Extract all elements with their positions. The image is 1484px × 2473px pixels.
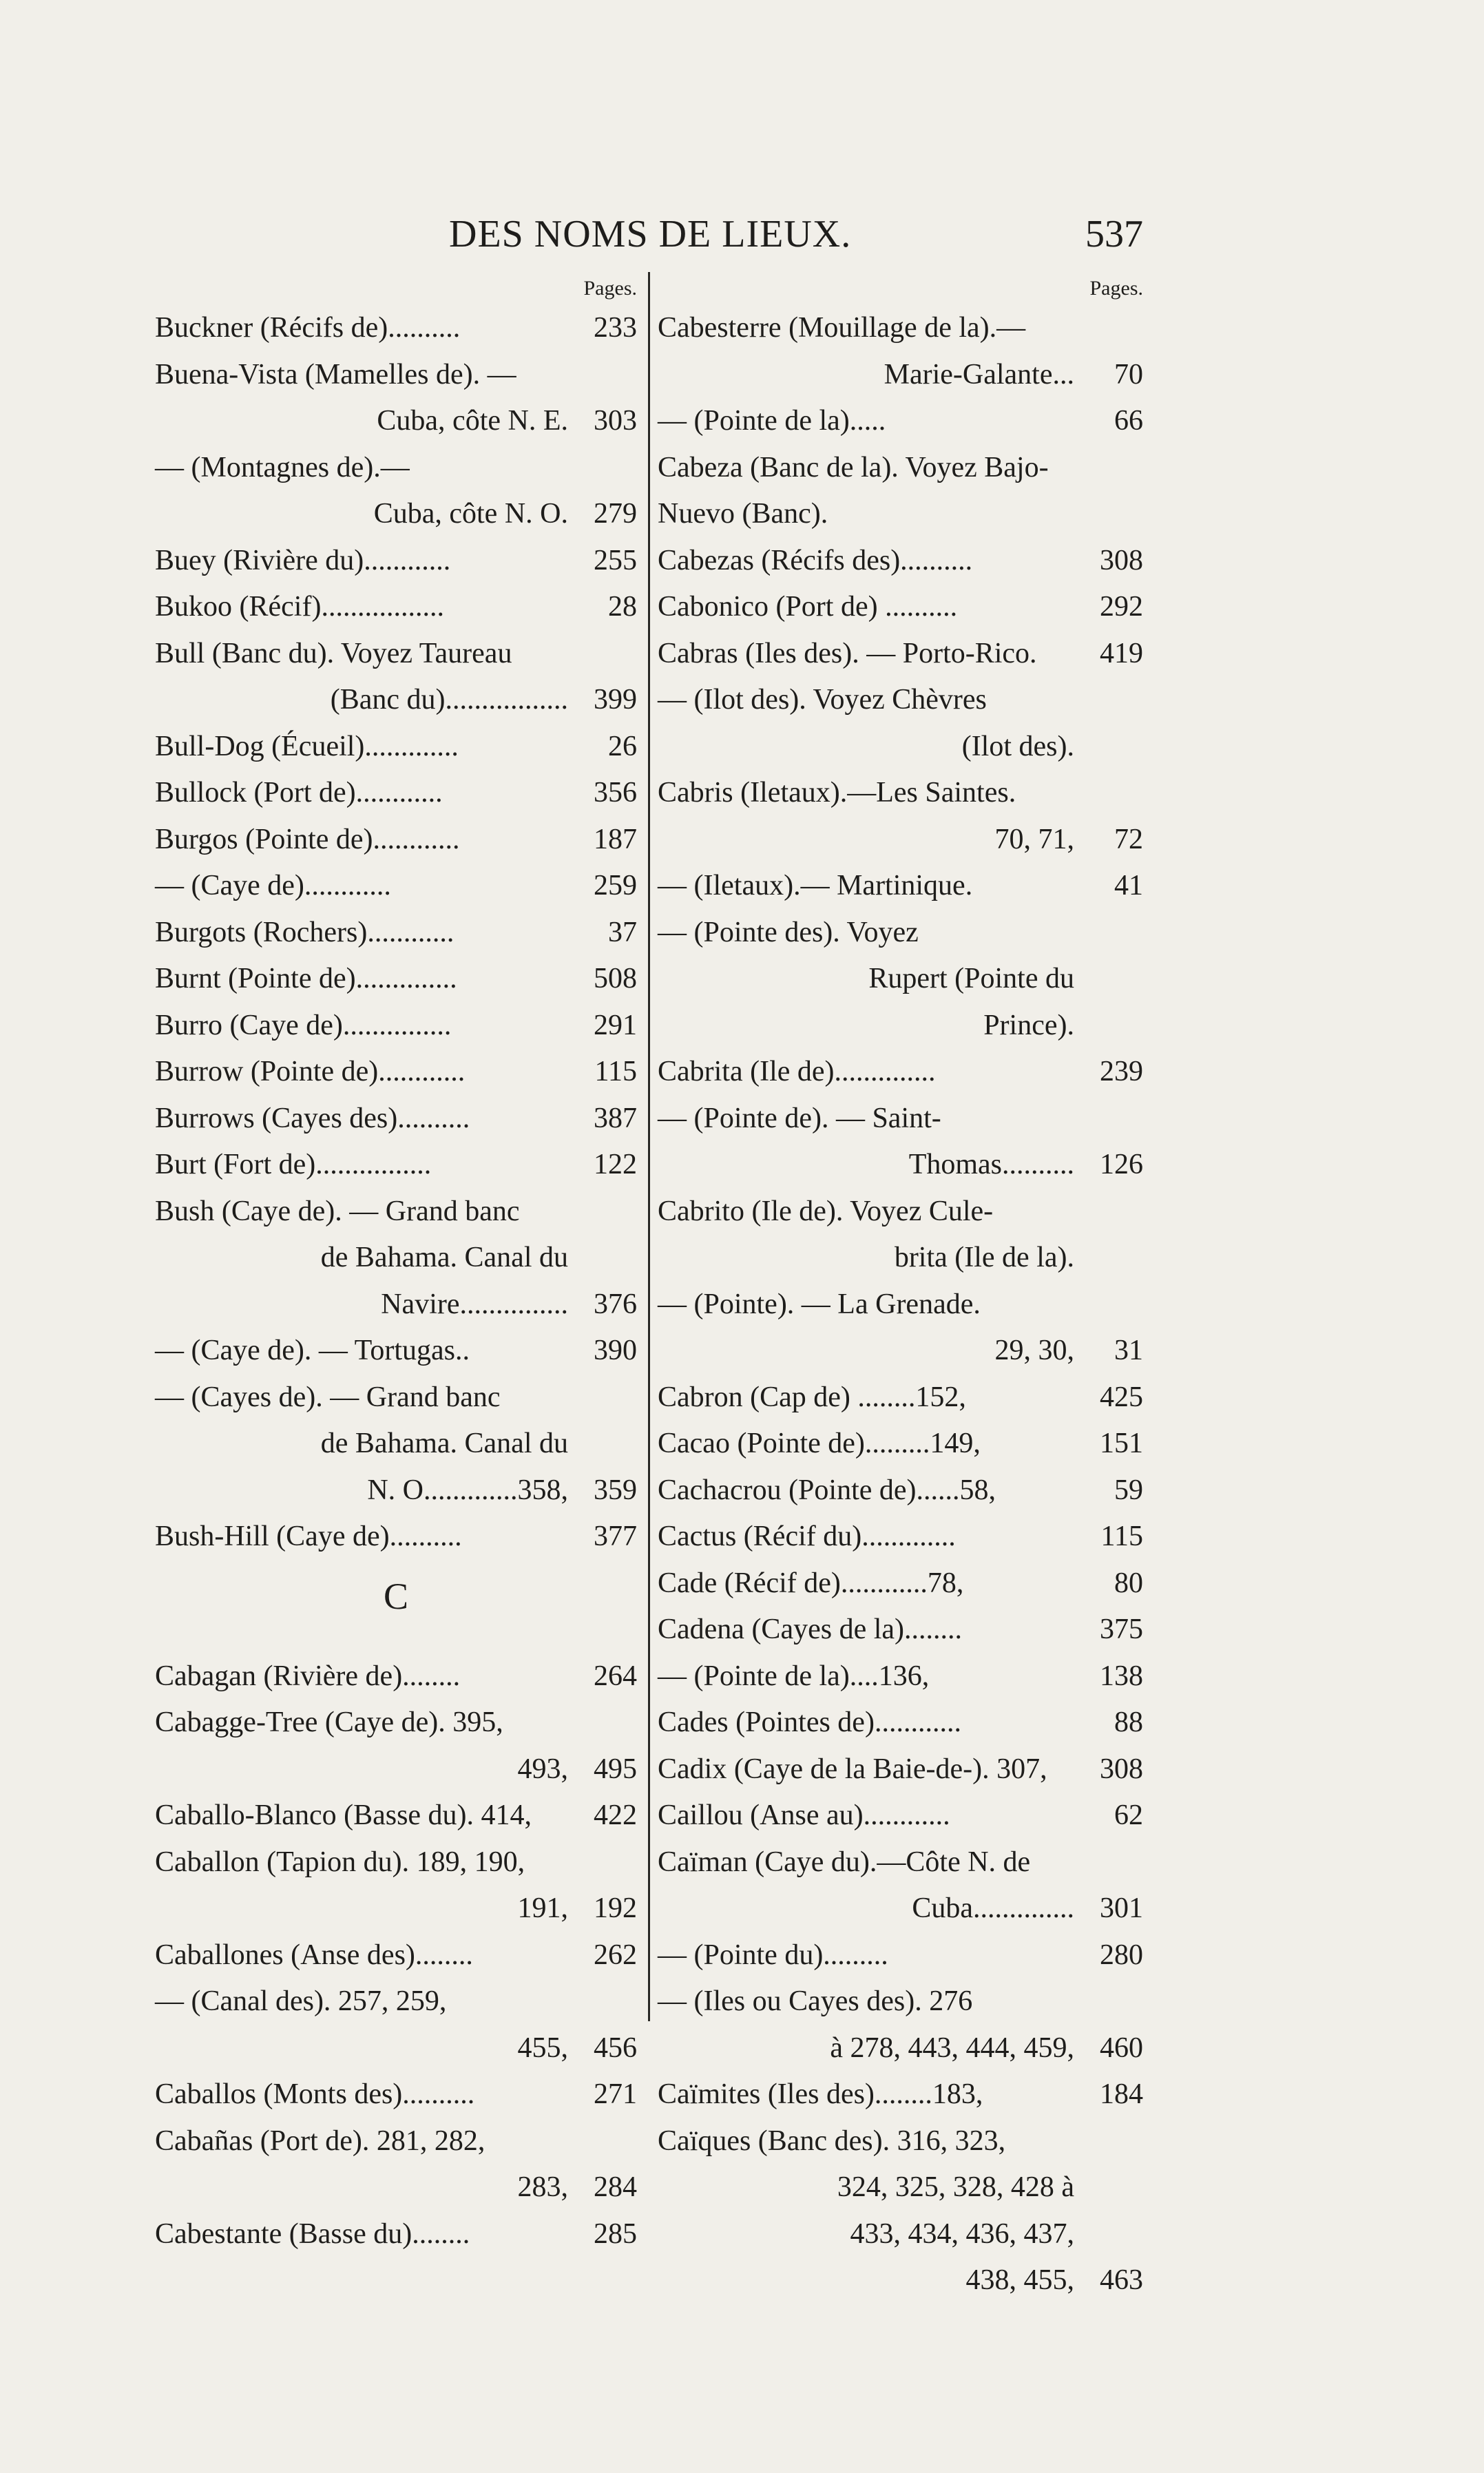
index-entry-line bbox=[155, 1514, 637, 1561]
entry-text: Bush (Caye de). — Grand banc bbox=[155, 1195, 520, 1227]
entry-page-ref: 192 bbox=[594, 1892, 637, 1924]
entry-text: Cabrito (Ile de). Voyez Cule- bbox=[658, 1195, 994, 1227]
index-entry-line bbox=[155, 1468, 637, 1514]
entry-text: Burnt (Pointe de).............. bbox=[155, 963, 457, 994]
entry-text: Cabestante (Basse du)........ bbox=[155, 2218, 470, 2250]
index-entry-line bbox=[155, 1235, 637, 1282]
section-letter: C bbox=[383, 1575, 409, 1617]
entry-page-ref: 72 bbox=[1114, 823, 1143, 855]
index-entry-line bbox=[658, 538, 1143, 585]
entry-text: brita (Ile de la). bbox=[894, 1242, 1074, 1273]
entry-text: — (Pointe du)......... bbox=[658, 1939, 888, 1971]
index-entry-line bbox=[155, 538, 637, 585]
index-entry-line bbox=[658, 584, 1143, 631]
index-entry-line bbox=[658, 770, 1143, 817]
entry-text: Caballones (Anse des)........ bbox=[155, 1939, 473, 1971]
entry-page-ref: 387 bbox=[594, 1102, 637, 1134]
index-entry-line bbox=[155, 2211, 637, 2258]
entry-page-ref: 456 bbox=[594, 2032, 637, 2064]
entry-page-ref: 122 bbox=[594, 1149, 637, 1180]
entry-page-ref: 425 bbox=[1100, 1381, 1143, 1413]
entry-page-ref: 233 bbox=[594, 312, 637, 344]
index-entry-line bbox=[658, 1700, 1143, 1746]
index-entry-line bbox=[658, 863, 1143, 910]
index-entry-line bbox=[658, 956, 1143, 1003]
index-entry-line bbox=[658, 1746, 1143, 1793]
left-entries-c bbox=[155, 1653, 637, 2258]
entry-text: — (Iles ou Cayes des). 276 bbox=[658, 1985, 973, 2017]
entry-page-ref: 463 bbox=[1100, 2264, 1143, 2296]
entry-text: — (Pointe des). Voyez bbox=[658, 916, 919, 948]
entry-page-ref: 279 bbox=[594, 498, 637, 530]
entry-text: Cabras (Iles des). — Porto-Rico. bbox=[658, 637, 1037, 669]
entry-page-ref: 292 bbox=[1100, 591, 1143, 623]
entry-text: (Banc du)................. bbox=[330, 684, 568, 716]
index-entry-line bbox=[658, 724, 1143, 771]
index-entry-line bbox=[155, 1189, 637, 1235]
entry-page-ref: 399 bbox=[594, 684, 637, 716]
entry-page-ref: 126 bbox=[1100, 1149, 1143, 1180]
entry-text: — (Caye de)............ bbox=[155, 870, 391, 901]
entry-text: Buena-Vista (Mamelles de). — bbox=[155, 358, 516, 390]
entry-text: Burrow (Pointe de)............ bbox=[155, 1056, 466, 1087]
entry-text: — (Iletaux).— Martinique. bbox=[658, 870, 973, 901]
index-entry-line bbox=[155, 1282, 637, 1328]
entry-page-ref: 115 bbox=[594, 1056, 637, 1087]
index-entry-line bbox=[658, 1142, 1143, 1189]
entry-text: — (Caye de). — Tortugas.. bbox=[155, 1335, 470, 1366]
entry-text: — (Cayes de). — Grand banc bbox=[155, 1381, 501, 1413]
entry-text: Prince). bbox=[983, 1009, 1074, 1041]
index-entry-line bbox=[658, 1886, 1143, 1932]
entry-text: Buckner (Récifs de).......... bbox=[155, 312, 461, 344]
index-entry-line bbox=[155, 631, 637, 678]
index-entry-line bbox=[155, 2072, 637, 2118]
entry-text: — (Montagnes de).— bbox=[155, 451, 410, 483]
entry-text: Navire............... bbox=[381, 1288, 568, 1320]
entry-text: Cacao (Pointe de).........149, bbox=[658, 1428, 981, 1459]
index-entry-line bbox=[658, 1189, 1143, 1235]
right-column bbox=[658, 272, 1143, 2304]
entry-text: 324, 325, 328, 428 à bbox=[837, 2171, 1074, 2203]
entry-text: Cuba, côte N. E. bbox=[377, 405, 568, 437]
entry-text: Bukoo (Récif)................. bbox=[155, 591, 444, 623]
index-entry-line bbox=[155, 1653, 637, 1700]
index-entry-line bbox=[155, 1839, 637, 1886]
index-entry-line bbox=[155, 2025, 637, 2072]
entry-page-ref: 280 bbox=[1100, 1939, 1143, 1971]
index-entry-line bbox=[155, 910, 637, 957]
index-entry-line bbox=[658, 398, 1143, 445]
entry-text: Rupert (Pointe du bbox=[868, 963, 1074, 994]
index-entry-line bbox=[658, 1421, 1143, 1468]
entry-page-ref: 390 bbox=[594, 1335, 637, 1366]
index-entry-line bbox=[658, 2025, 1143, 2072]
entry-text: 283, bbox=[517, 2171, 568, 2203]
entry-text: Cades (Pointes de)............ bbox=[658, 1707, 961, 1738]
entry-text: 29, 30, bbox=[994, 1335, 1074, 1366]
index-entry-line bbox=[658, 305, 1143, 352]
entry-text: Caballos (Monts des).......... bbox=[155, 2078, 475, 2110]
index-entry-line bbox=[155, 956, 637, 1003]
entry-page-ref: 356 bbox=[594, 777, 637, 808]
index-entry-line bbox=[155, 445, 637, 492]
entry-text: (Ilot des). bbox=[961, 730, 1074, 762]
entry-page-ref: 37 bbox=[608, 916, 637, 948]
running-title: DES NOMS DE LIEUX. bbox=[449, 213, 852, 255]
entry-text: Cadix (Caye de la Baie-de-). 307, bbox=[658, 1753, 1047, 1785]
entry-text: — (Ilot des). Voyez Chèvres bbox=[658, 684, 987, 716]
index-entry-line bbox=[155, 677, 637, 724]
entry-text: 191, bbox=[517, 1892, 568, 1924]
index-entry-line bbox=[658, 2257, 1143, 2304]
index-entry-line bbox=[658, 1979, 1143, 2025]
index-entry-line bbox=[155, 1096, 637, 1142]
entry-text: Burgos (Pointe de)............ bbox=[155, 823, 460, 855]
index-entry-line bbox=[658, 2211, 1143, 2258]
pages-column-label: Pages. bbox=[1089, 277, 1143, 300]
entry-page-ref: 66 bbox=[1114, 405, 1143, 437]
pages-column-label: Pages. bbox=[583, 277, 637, 300]
index-entry-line bbox=[155, 1746, 637, 1793]
entry-page-ref: 26 bbox=[608, 730, 637, 762]
index-entry-line bbox=[155, 1049, 637, 1096]
entry-text: Cabagge-Tree (Caye de). 395, bbox=[155, 1707, 503, 1738]
index-entry-line bbox=[658, 1282, 1143, 1328]
index-entry-line bbox=[658, 1607, 1143, 1653]
entry-page-ref: 262 bbox=[594, 1939, 637, 1971]
entry-page-ref: 151 bbox=[1100, 1428, 1143, 1459]
entry-text: — (Pointe). — La Grenade. bbox=[658, 1288, 981, 1320]
index-entry-line bbox=[155, 491, 637, 538]
entry-text: Burt (Fort de)................ bbox=[155, 1149, 432, 1180]
index-entry-line bbox=[155, 352, 637, 399]
entry-text: Caillou (Anse au)............ bbox=[658, 1799, 950, 1831]
left-column bbox=[155, 272, 637, 2257]
entry-text: 438, 455, bbox=[965, 2264, 1074, 2296]
column-divider bbox=[648, 272, 650, 2021]
entry-text: Burro (Caye de)............... bbox=[155, 1009, 452, 1041]
index-entry-line bbox=[155, 1700, 637, 1746]
index-entry-line bbox=[658, 1653, 1143, 1700]
index-entry-line bbox=[658, 910, 1143, 957]
entry-text: 493, bbox=[517, 1753, 568, 1785]
entry-text: Marie-Galante... bbox=[884, 358, 1074, 390]
entry-page-ref: 88 bbox=[1114, 1707, 1143, 1738]
entry-page-ref: 377 bbox=[594, 1521, 637, 1552]
index-entry-line bbox=[658, 1932, 1143, 1979]
entry-page-ref: 460 bbox=[1100, 2032, 1143, 2064]
entry-text: Bull-Dog (Écueil)............. bbox=[155, 730, 459, 762]
entry-page-ref: 264 bbox=[594, 1660, 637, 1692]
entry-text: Burrows (Cayes des).......... bbox=[155, 1102, 470, 1134]
entry-text: Cachacrou (Pointe de)......58, bbox=[658, 1474, 996, 1506]
entry-page-ref: 259 bbox=[594, 870, 637, 901]
page-number: 537 bbox=[1085, 213, 1143, 255]
entry-text: Thomas.......... bbox=[908, 1149, 1074, 1180]
entry-text: Cuba, côte N. O. bbox=[373, 498, 568, 530]
entry-text: Caïmites (Iles des)........183, bbox=[658, 2078, 983, 2110]
index-entry-line bbox=[155, 1142, 637, 1189]
entry-text: Bullock (Port de)............ bbox=[155, 777, 443, 808]
index-entry-line bbox=[155, 1886, 637, 1932]
index-entry-line bbox=[658, 677, 1143, 724]
entry-text: 70, 71, bbox=[994, 823, 1074, 855]
index-entry-line bbox=[658, 631, 1143, 678]
index-entry-line bbox=[658, 817, 1143, 864]
entry-text: Cabris (Iletaux).—Les Saintes. bbox=[658, 777, 1016, 808]
entry-text: de Bahama. Canal du bbox=[320, 1242, 568, 1273]
entry-text: Cactus (Récif du)............. bbox=[658, 1521, 956, 1552]
index-entry-line bbox=[155, 398, 637, 445]
index-entry-line bbox=[155, 1328, 637, 1375]
entry-text: — (Pointe de). — Saint- bbox=[658, 1102, 941, 1134]
index-entry-line bbox=[658, 1235, 1143, 1282]
index-entry-line bbox=[155, 770, 637, 817]
entry-page-ref: 308 bbox=[1100, 544, 1143, 576]
left-entries bbox=[155, 305, 637, 1561]
index-entry-line bbox=[658, 1096, 1143, 1142]
entry-page-ref: 301 bbox=[1100, 1892, 1143, 1924]
entry-page-ref: 308 bbox=[1100, 1753, 1143, 1785]
entry-page-ref: 28 bbox=[608, 591, 637, 623]
entry-text: Cabonico (Port de) .......... bbox=[658, 591, 958, 623]
entry-text: Bull (Banc du). Voyez Taureau bbox=[155, 637, 512, 669]
index-entry-line bbox=[155, 1375, 637, 1421]
index-entry-line bbox=[658, 445, 1143, 492]
index-entry-line bbox=[658, 352, 1143, 399]
entry-page-ref: 115 bbox=[1100, 1521, 1143, 1552]
entry-text: N. O.............358, bbox=[367, 1474, 568, 1506]
entry-page-ref: 376 bbox=[594, 1288, 637, 1320]
index-entry-line bbox=[155, 305, 637, 352]
entry-text: Caïman (Caye du).—Côte N. de bbox=[658, 1846, 1031, 1878]
index-entry-line bbox=[658, 2072, 1143, 2118]
entry-text: — (Pointe de la)..... bbox=[658, 405, 886, 437]
entry-page-ref: 285 bbox=[594, 2218, 637, 2250]
entry-text: — (Pointe de la)....136, bbox=[658, 1660, 930, 1692]
index-entry-line bbox=[658, 1561, 1143, 1607]
index-entry-line bbox=[155, 863, 637, 910]
entry-page-ref: 508 bbox=[594, 963, 637, 994]
index-entry-line bbox=[658, 1328, 1143, 1375]
entry-text: 433, 434, 436, 437, bbox=[850, 2218, 1074, 2250]
entry-page-ref: 184 bbox=[1100, 2078, 1143, 2110]
index-entry-line bbox=[658, 1375, 1143, 1421]
index-entry-line bbox=[155, 817, 637, 864]
entry-page-ref: 359 bbox=[594, 1474, 637, 1506]
index-entry-line bbox=[155, 584, 637, 631]
index-entry-line bbox=[658, 1514, 1143, 1561]
entry-page-ref: 138 bbox=[1100, 1660, 1143, 1692]
index-entry-line bbox=[658, 491, 1143, 538]
index-entry-line bbox=[658, 2118, 1143, 2165]
entry-page-ref: 303 bbox=[594, 405, 637, 437]
entry-page-ref: 80 bbox=[1114, 1567, 1143, 1599]
page-header bbox=[155, 212, 1143, 260]
entry-text: Burgots (Rochers)............ bbox=[155, 916, 454, 948]
entry-text: Nuevo (Banc). bbox=[658, 498, 828, 530]
entry-text: Caïques (Banc des). 316, 323, bbox=[658, 2125, 1006, 2157]
entry-text: Cabron (Cap de) ........152, bbox=[658, 1381, 966, 1413]
entry-text: Cabeza (Banc de la). Voyez Bajo- bbox=[658, 451, 1049, 483]
index-entry-line bbox=[658, 2164, 1143, 2211]
entry-text: Cabezas (Récifs des).......... bbox=[658, 544, 973, 576]
entry-text: Cuba.............. bbox=[912, 1892, 1074, 1924]
entry-text: Cabrita (Ile de).............. bbox=[658, 1056, 936, 1087]
entry-text: Buey (Rivière du)............ bbox=[155, 544, 451, 576]
entry-page-ref: 419 bbox=[1100, 637, 1143, 669]
entry-text: Cabañas (Port de). 281, 282, bbox=[155, 2125, 485, 2157]
index-entry-line bbox=[155, 1421, 637, 1468]
index-entry-line bbox=[155, 2164, 637, 2211]
entry-page-ref: 59 bbox=[1114, 1474, 1143, 1506]
entry-text: Cabesterre (Mouillage de la).— bbox=[658, 312, 1026, 344]
entry-text: de Bahama. Canal du bbox=[320, 1428, 568, 1459]
entry-text: Bush-Hill (Caye de).......... bbox=[155, 1521, 462, 1552]
index-entry-line bbox=[155, 724, 637, 771]
right-entries bbox=[658, 305, 1143, 2304]
entry-text: Cabagan (Rivière de)........ bbox=[155, 1660, 461, 1692]
entry-text: Caballo-Blanco (Basse du). 414, bbox=[155, 1799, 532, 1831]
entry-page-ref: 422 bbox=[594, 1799, 637, 1831]
entry-page-ref: 495 bbox=[594, 1753, 637, 1785]
entry-page-ref: 255 bbox=[594, 544, 637, 576]
entry-page-ref: 284 bbox=[594, 2171, 637, 2203]
index-entry-line bbox=[155, 1793, 637, 1839]
entry-page-ref: 41 bbox=[1114, 870, 1143, 901]
section-spacer bbox=[155, 1633, 637, 1653]
entry-page-ref: 62 bbox=[1114, 1799, 1143, 1831]
entry-text: à 278, 443, 444, 459, bbox=[830, 2032, 1074, 2064]
index-entry-line bbox=[658, 1049, 1143, 1096]
index-entry-line bbox=[658, 1793, 1143, 1839]
index-entry-line bbox=[658, 1003, 1143, 1050]
entry-page-ref: 187 bbox=[594, 823, 637, 855]
entry-page-ref: 239 bbox=[1100, 1056, 1143, 1087]
entry-page-ref: 271 bbox=[594, 2078, 637, 2110]
entry-text: Caballon (Tapion du). 189, 190, bbox=[155, 1846, 525, 1878]
index-entry-line bbox=[155, 1003, 637, 1050]
index-entry-line bbox=[658, 1839, 1143, 1886]
index-entry-line bbox=[155, 1932, 637, 1979]
entry-page-ref: 31 bbox=[1114, 1335, 1143, 1366]
entry-text: 455, bbox=[517, 2032, 568, 2064]
entry-page-ref: 291 bbox=[594, 1009, 637, 1041]
entry-text: Cade (Récif de)............78, bbox=[658, 1567, 964, 1599]
entry-page-ref: 70 bbox=[1114, 358, 1143, 390]
entry-page-ref: 375 bbox=[1100, 1614, 1143, 1645]
index-entry-line bbox=[155, 1979, 637, 2025]
entry-text: Cadena (Cayes de la)........ bbox=[658, 1614, 963, 1645]
entry-text: — (Canal des). 257, 259, bbox=[155, 1985, 447, 2017]
index-entry-line bbox=[658, 1468, 1143, 1514]
index-entry-line bbox=[155, 2118, 637, 2165]
